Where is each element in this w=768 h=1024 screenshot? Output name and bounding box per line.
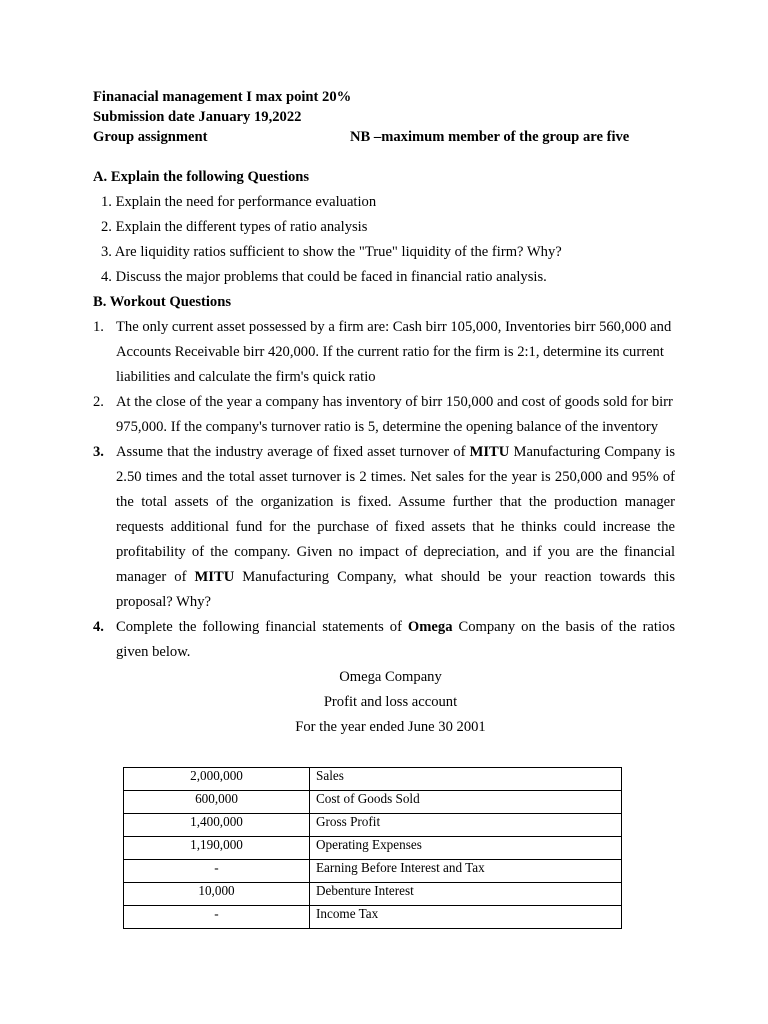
amount-cell: -: [124, 860, 310, 883]
item-cell: Operating Expenses: [310, 837, 622, 860]
item-cell: Cost of Goods Sold: [310, 791, 622, 814]
question-text: Assume that the industry average of fixed asset turnover of: [116, 444, 470, 460]
amount-cell: 600,000: [124, 791, 310, 814]
statement-title: Profit and loss account: [323, 694, 458, 710]
section-a-item: 2. Explain the different types of ratio analysis: [101, 219, 368, 235]
table-row: [124, 906, 622, 929]
document-page: [93, 87, 675, 740]
section-a-item: 1. Explain the need for performance evaluation: [101, 194, 377, 210]
company-name-omega: Omega: [407, 619, 453, 635]
header-group-assignment: Group assignment: [93, 129, 208, 145]
table-row: [124, 883, 622, 906]
question-text: At the close of the year a company has inventory of birr 150,000 and cost of goods sold for birr 975,000. If the company's turnover ratio is 5, determine the opening balance of the inventory: [116, 394, 673, 435]
item-cell: Gross Profit: [310, 814, 622, 837]
amount-cell: 2,000,000: [124, 768, 310, 791]
table-row: [124, 814, 622, 837]
question-text: Complete the following financial statements of: [116, 619, 408, 635]
company-name-mitu: MITU: [194, 569, 235, 585]
section-a-item: 4. Discuss the major problems that could be faced in financial ratio analysis.: [101, 269, 547, 285]
workout-question-4: [93, 615, 675, 665]
table-row: [124, 860, 622, 883]
section-a-item: 3. Are liquidity ratios sufficient to show the "True" liquidity of the firm? Why?: [101, 244, 562, 260]
question-text: Company on the basis of the ratios given below.: [116, 619, 675, 660]
question-number: 1.: [93, 319, 104, 335]
item-cell: Earning Before Interest and Tax: [310, 860, 622, 883]
company-name-mitu: MITU: [469, 444, 510, 460]
amount-cell: 10,000: [124, 883, 310, 906]
question-text: Manufacturing Company is 2.50 times and the total asset turnover is 2 times. Net sales for the year is 250,000 and 95% of the total assets of the organization is fixed. Assume further that the production manager requests additional fund for the purchase of fixed assets that he thinks could increase the profitability of the company. Given no impact of depreciation, and if you are the financial manager of: [116, 444, 675, 585]
section-a-title: A. Explain the following Questions: [93, 169, 310, 185]
section-b-title: B. Workout Questions: [93, 294, 231, 310]
question-number: 2.: [93, 394, 104, 410]
workout-question-3: [93, 440, 675, 615]
profit-loss-table: [123, 767, 622, 929]
question-number: 4.: [93, 619, 104, 635]
table-row: [124, 768, 622, 791]
table-row: [124, 837, 622, 860]
header-course-line: Finanacial management I max point 20%: [93, 89, 352, 105]
amount-cell: -: [124, 906, 310, 929]
question-number: 3.: [93, 444, 104, 460]
item-cell: Sales: [310, 768, 622, 791]
item-cell: Income Tax: [310, 906, 622, 929]
statement-company: Omega Company: [339, 669, 442, 685]
header-group-line: [93, 127, 675, 147]
header-group-note: NB –maximum member of the group are five: [350, 129, 630, 145]
amount-cell: 1,190,000: [124, 837, 310, 860]
statement-period: For the year ended June 30 2001: [295, 719, 486, 735]
workout-question-2: [93, 390, 675, 440]
question-text: Manufacturing Company, what should be your reaction towards this proposal? Why?: [116, 569, 676, 610]
item-cell: Debenture Interest: [310, 883, 622, 906]
table-row: [124, 791, 622, 814]
workout-question-1: [93, 315, 675, 390]
header-submission-date: Submission date January 19,2022: [93, 109, 302, 125]
amount-cell: 1,400,000: [124, 814, 310, 837]
question-text: The only current asset possessed by a firm are: Cash birr 105,000, Inventories birr 560,000 and Accounts Receivable birr 420,000. If the current ratio for the firm is 2:1, determine its current liabilities and calculate the firm's quick ratio: [116, 319, 672, 385]
